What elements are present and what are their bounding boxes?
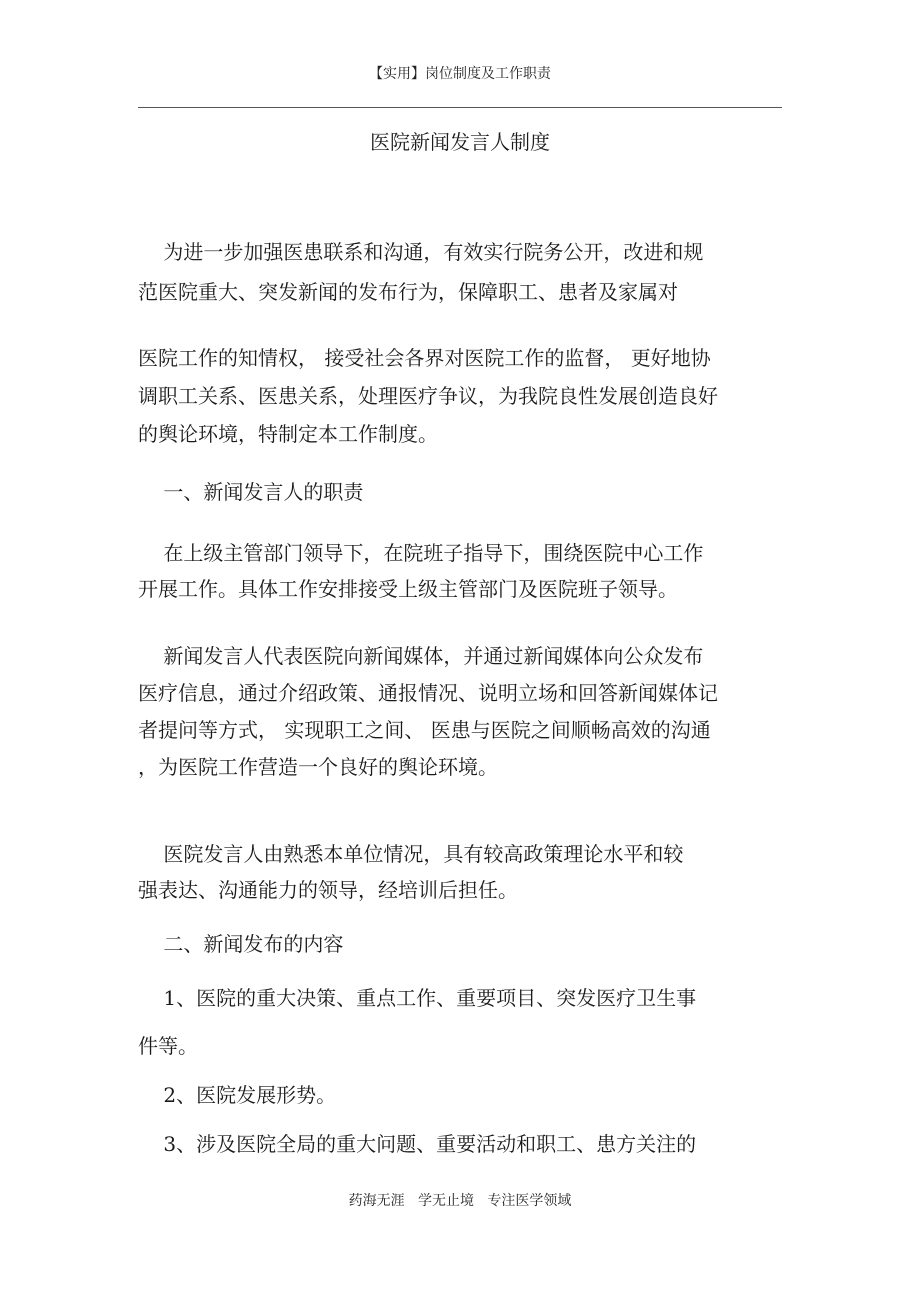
text-line: 二、新闻发布的内容: [138, 932, 344, 956]
header-divider: [138, 107, 782, 108]
section-heading-content: [138, 925, 788, 963]
page-footer: 药海无涯 学无止境 专注医学领域: [348, 1193, 572, 1209]
text-line: 为进一步加强医患联系和沟通，有效实行院务公开，改进和规: [138, 240, 704, 264]
paragraph-intro-continued: [138, 339, 788, 453]
text-line: 调职工关系、医患关系，处理医疗争议，为我院良性发展创造良好: [138, 384, 718, 408]
text-line: 3、涉及医院全局的重大问题、重要活动和职工、患方关注的: [138, 1132, 697, 1156]
text-line: 1、医院的重大决策、重点工作、重要项目、突发医疗卫生事: [138, 986, 697, 1010]
list-item-1: [138, 978, 788, 1018]
paragraph-intro: [138, 232, 788, 312]
text-line: 医疗信息，通过介绍政策、通报情况、说明立场和回答新闻媒体记: [138, 681, 718, 705]
list-item-3: [138, 1124, 788, 1164]
document-title: 医院新闻发言人制度: [370, 130, 550, 154]
page-header: 【实用】岗位制度及工作职责: [369, 66, 551, 82]
text-line: 范医院重大、突发新闻的发布行为，保障职工、患者及家属对: [138, 280, 678, 304]
list-item-2: [138, 1075, 788, 1115]
text-line: 的舆论环境，特制定本工作制度。: [138, 422, 438, 446]
text-line: 新闻发言人代表医院向新闻媒体，并通过新闻媒体向公众发布: [138, 644, 704, 668]
text-line: 2、医院发展形势。: [138, 1083, 337, 1107]
text-line: 医院发言人由熟悉本单位情况，具有较高政策理论水平和较: [138, 842, 684, 866]
text-line: 开展工作。具体工作安排接受上级主管部门及医院班子领导。: [138, 577, 678, 601]
text-line: 一、新闻发言人的职责: [138, 480, 364, 504]
paragraph-duties-1: [138, 535, 788, 607]
paragraph-duties-2: [138, 638, 788, 786]
text-line: 者提问等方式， 实现职工之间、 医患与医院之间顺畅高效的沟通: [138, 718, 711, 742]
text-line: 在上级主管部门领导下，在院班子指导下，围绕医院中心工作: [138, 541, 704, 565]
section-heading-duties: [138, 473, 788, 511]
paragraph-duties-3: [138, 836, 788, 908]
list-item-1-continued: [138, 1026, 788, 1066]
text-line: 医院工作的知情权， 接受社会各界对医院工作的监督， 更好地协: [138, 346, 711, 370]
text-line: 强表达、沟通能力的领导，经培训后担任。: [138, 878, 518, 902]
text-line: 件等。: [138, 1034, 198, 1058]
text-line: ，为医院工作营造一个良好的舆论环境。: [138, 755, 498, 779]
